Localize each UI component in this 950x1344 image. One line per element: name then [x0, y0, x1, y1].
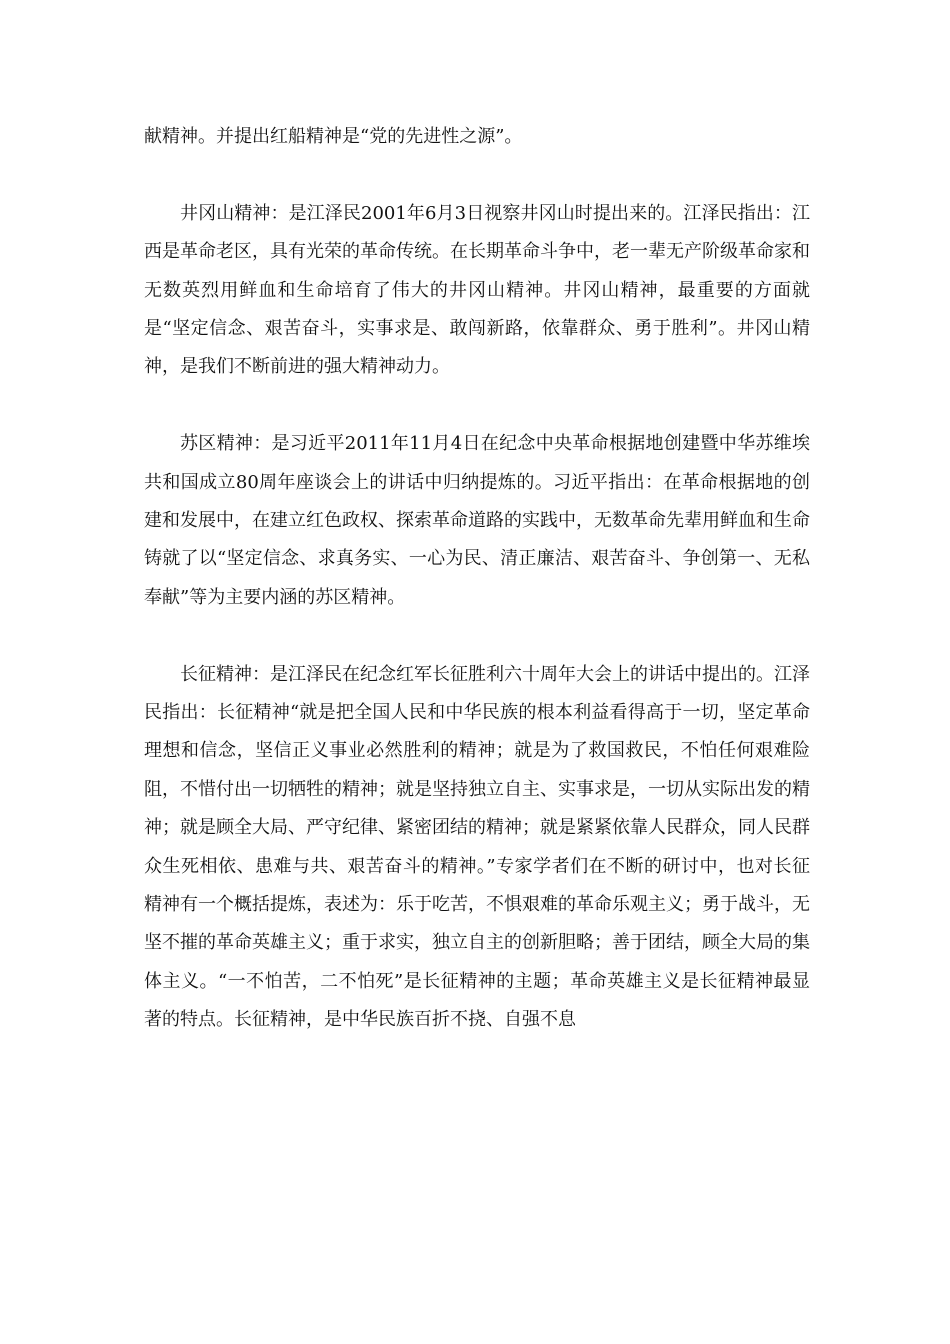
- body-text: [144, 118, 810, 1040]
- paragraph-changzheng-spirit: 长征精神：是江泽民在纪念红军长征胜利六十周年大会上的讲话中提出的。江泽民指出：长征精神“就是把全国人民和中华民族的根本利益看得高于一切，坚定革命理想和信念，坚信正义事业必然胜利的精神；就是为了救国救民，不怕任何艰难险阻，不惜付出一切牺牲的精神；就是坚持独立自主、实事求是，一切从实际出发的精神；就是顾全大局、严守纪律、紧密团结的精神；就是紧紧依靠人民群众，同人民群众生死相依、患难与共、艰苦奋斗的精神。”专家学者们在不断的研讨中，也对长征精神有一个概括提炼，表述为：乐于吃苦，不惧艰难的革命乐观主义；勇于战斗，无坚不摧的革命英雄主义；重于求实，独立自主的创新胆略；善于团结，顾全大局的集体主义。“一不怕苦，二不怕死”是长征精神的主题；革命英雄主义是长征精神最显著的特点。长征精神，是中华民族百折不挠、自强不息: [144, 663, 810, 1031]
- paragraph-suqu-spirit: 苏区精神：是习近平2011年11月4日在纪念中央革命根据地创建暨中华苏维埃共和国成立80周年座谈会上的讲话中归纳提炼的。习近平指出：在革命根据地的创建和发展中，在建立红色政权、探索革命道路的实践中，无数革命先辈用鲜血和生命铸就了以“坚定信念、求真务实、一心为民、清正廉洁、艰苦奋斗、争创第一、无私奉献”等为主要内涵的苏区精神。: [144, 433, 810, 608]
- paragraph-hongchuan-continuation: 献精神。并提出红船精神是“党的先进性之源”。: [144, 126, 523, 147]
- paragraph-jinggangshan-spirit: 井冈山精神：是江泽民2001年6月3日视察井冈山时提出来的。江泽民指出：江西是革命老区，具有光荣的革命传统。在长期革命斗争中，老一辈无产阶级革命家和无数英烈用鲜血和生命培育了伟大的井冈山精神。井冈山精神，最重要的方面就是“坚定信念、艰苦奋斗，实事求是、敢闯新路，依靠群众、勇于胜利”。井冈山精神，是我们不断前进的强大精神动力。: [144, 202, 810, 378]
